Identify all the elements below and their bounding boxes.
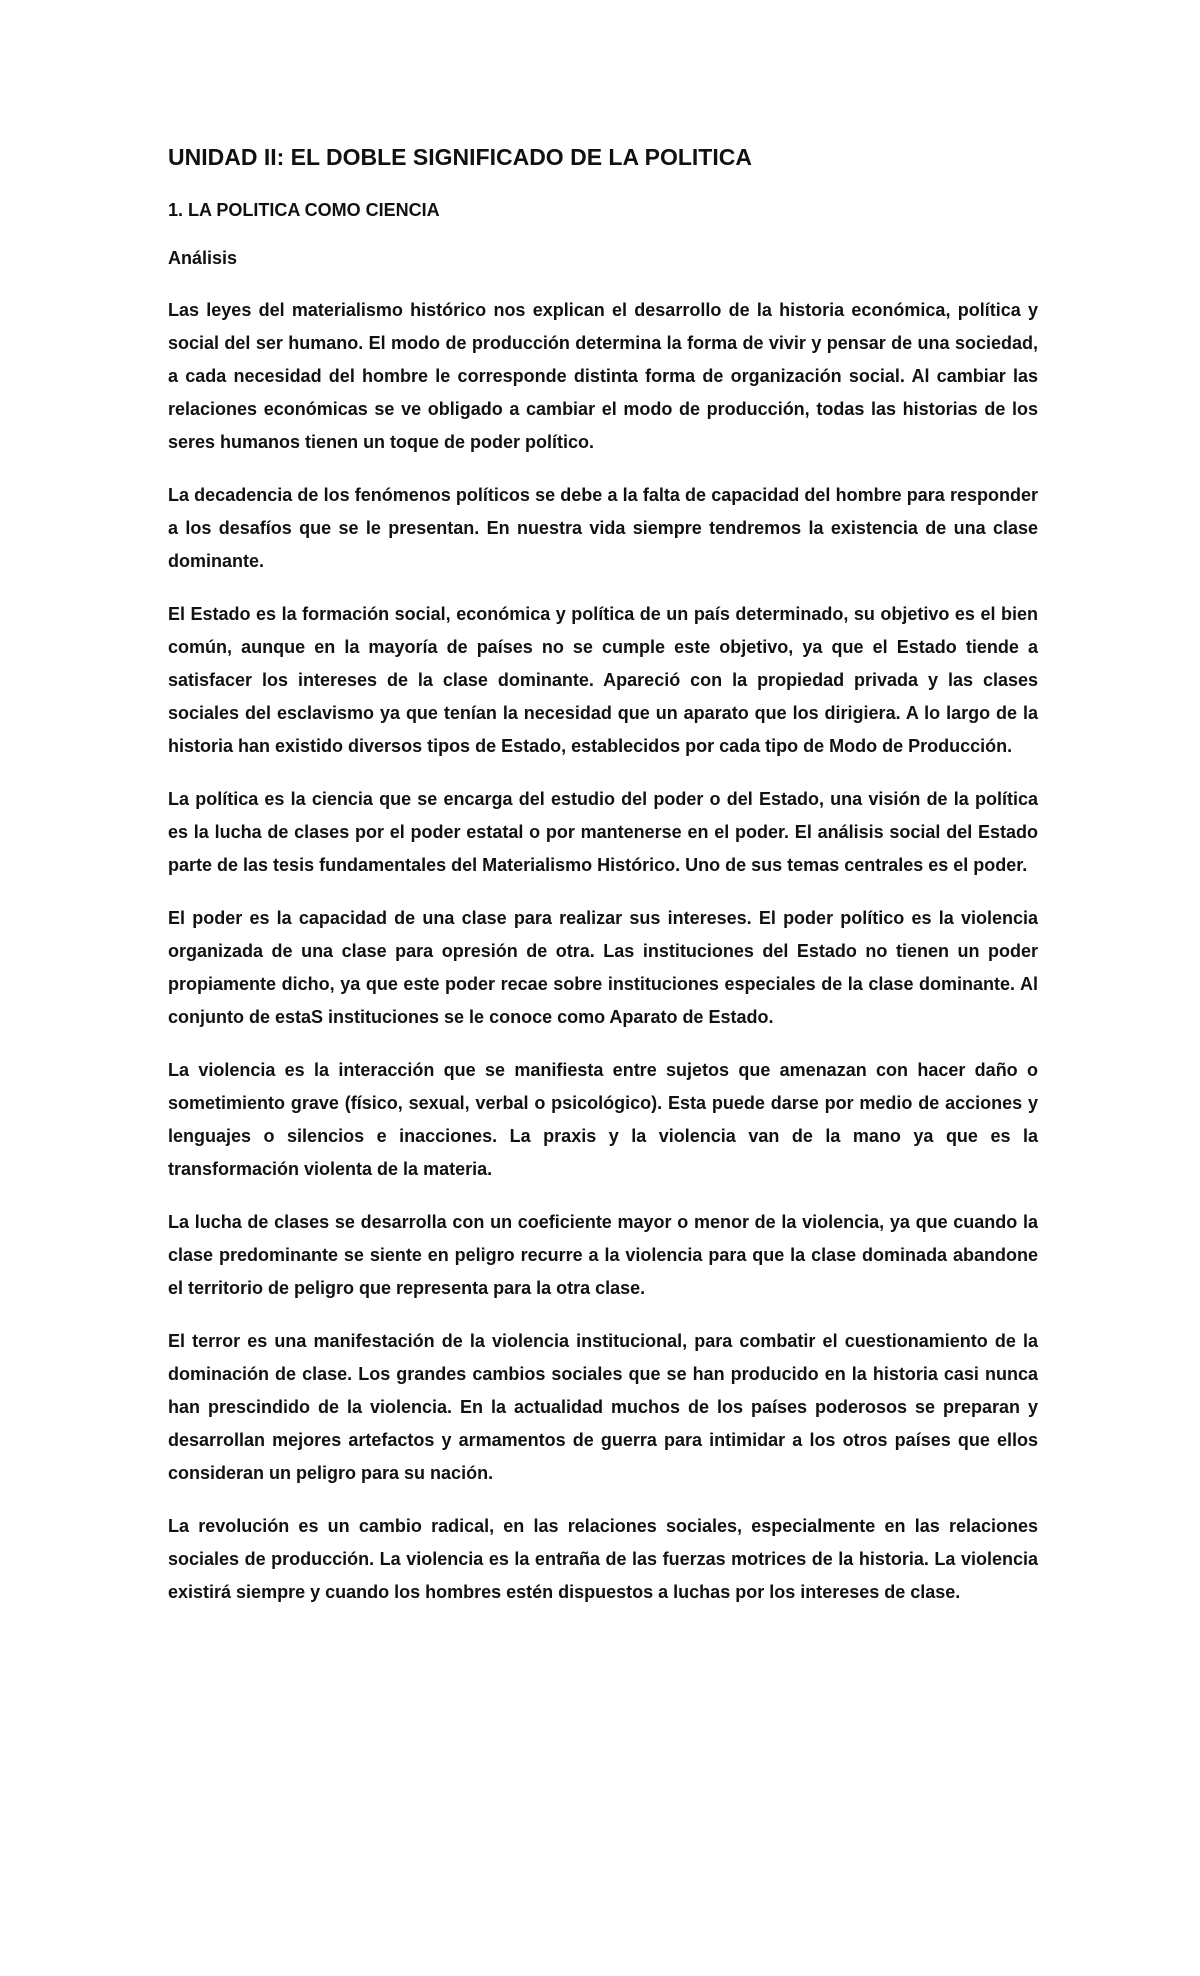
document-title: UNIDAD II: EL DOBLE SIGNIFICADO DE LA POLITICA [168, 144, 752, 170]
paragraph-materialismo: Las leyes del materialismo histórico nos explican el desarrollo de la historia económica, política y social del ser humano. El modo de producción determina la forma de vivir y pensar de una sociedad, a cada necesidad del hombre le corresponde distinta forma de organización social. Al cambiar las relaciones económicas se ve obligado a cambiar el modo de producción, todas las historias de los seres humanos tienen un toque de poder político. [168, 300, 1038, 452]
section-heading: 1. LA POLITICA COMO CIENCIA [168, 200, 440, 220]
paragraph-violencia: La violencia es la interacción que se manifiesta entre sujetos que amenazan con hacer daño o sometimiento grave (físico, sexual, verbal o psicológico). Esta puede darse por medio de acciones y lenguajes o silencios e inacciones. La praxis y la violencia van de la mano ya que es la transformación violenta de la materia. [168, 1060, 1038, 1179]
analysis-label: Análisis [168, 248, 238, 268]
paragraph-decadencia: La decadencia de los fenómenos políticos se debe a la falta de capacidad del hombre para responder a los desafíos que se le presentan. En nuestra vida siempre tendremos la existencia de una clase dominante. [168, 485, 1038, 571]
document-page [168, 140, 1038, 1629]
paragraph-estado: El Estado es la formación social, económica y política de un país determinado, su objetivo es el bien común, aunque en la mayoría de países no se cumple este objetivo, ya que el Estado tiende a satisfacer los intereses de la clase dominante. Apareció con la propiedad privada y las clases sociales del esclavismo ya que tenían la necesidad que un aparato que los dirigiera. A lo largo de la historia han existido diversos tipos de Estado, establecidos por cada tipo de Modo de Producción. [168, 604, 1038, 756]
paragraph-poder: El poder es la capacidad de una clase para realizar sus intereses. El poder político es la violencia organizada de una clase para opresión de otra. Las instituciones del Estado no tienen un poder propiamente dicho, ya que este poder recae sobre instituciones especiales de la clase dominante. Al conjunto de estaS instituciones se le conoce como Aparato de Estado. [168, 908, 1038, 1027]
paragraph-lucha-de-clases: La lucha de clases se desarrolla con un coeficiente mayor o menor de la violencia, ya que cuando la clase predominante se siente en peligro recurre a la violencia para que la clase dominada abandone el territorio de peligro que representa para la otra clase. [168, 1212, 1038, 1298]
paragraph-politica: La política es la ciencia que se encarga del estudio del poder o del Estado, una visión de la política es la lucha de clases por el poder estatal o por mantenerse en el poder. El análisis social del Estado parte de las tesis fundamentales del Materialismo Histórico. Uno de sus temas centrales es el poder. [168, 789, 1038, 875]
paragraph-terror: El terror es una manifestación de la violencia institucional, para combatir el cuestionamiento de la dominación de clase. Los grandes cambios sociales que se han producido en la historia casi nunca han prescindido de la violencia. En la actualidad muchos de los países poderosos se preparan y desarrollan mejores artefactos y armamentos de guerra para intimidar a los otros países que ellos consideran un peligro para su nación. [168, 1331, 1038, 1483]
paragraph-revolucion: La revolución es un cambio radical, en las relaciones sociales, especialmente en las relaciones sociales de producción. La violencia es la entraña de las fuerzas motrices de la historia. La violencia existirá siempre y cuando los hombres estén dispuestos a luchas por los intereses de clase. [168, 1516, 1038, 1602]
